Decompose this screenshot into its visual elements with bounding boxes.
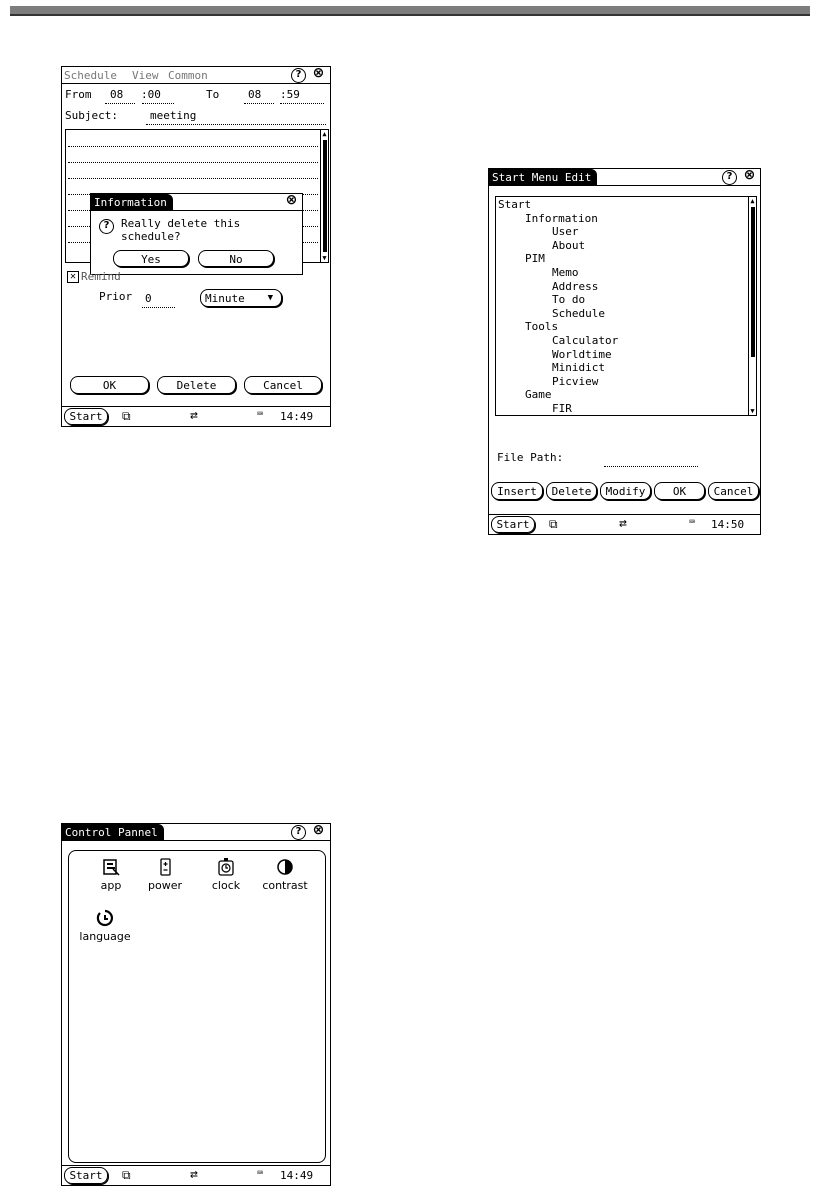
windows-icon[interactable]: ⧉	[122, 1168, 131, 1182]
view-menu-item[interactable]: View	[132, 69, 159, 82]
sync-icon[interactable]: ⇄	[190, 1167, 198, 1182]
question-icon: ?	[99, 219, 114, 234]
windows-icon[interactable]: ⧉	[549, 517, 558, 531]
to-hour-field[interactable]: 08	[248, 88, 262, 101]
schedule-screen	[61, 66, 331, 427]
tree-item[interactable]: Minidict	[552, 361, 605, 375]
clock-label: clock	[211, 879, 241, 892]
chevron-down-icon: ▼	[267, 293, 273, 303]
prior-field[interactable]: 0	[145, 292, 152, 305]
sync-icon[interactable]: ⇄	[190, 408, 198, 423]
unit-dropdown-value: Minute	[205, 292, 245, 305]
window-title: Control Pannel	[62, 824, 164, 841]
information-dialog	[90, 193, 303, 275]
tree-item[interactable]: Start	[498, 198, 532, 211]
clock-icon	[216, 857, 236, 877]
delete-button[interactable]: Delete	[157, 376, 236, 394]
dialog-close-icon[interactable]: ⊗	[285, 192, 298, 208]
common-menu-item[interactable]: Common	[168, 69, 208, 82]
modify-button[interactable]: Modify	[600, 482, 651, 500]
dialog-message-line1: Really delete this	[121, 217, 241, 230]
start-menu-titlebar	[489, 169, 760, 186]
remind-label: Remind	[81, 270, 121, 283]
header-rule	[10, 6, 810, 16]
unit-dropdown[interactable]	[200, 289, 282, 307]
tree-item[interactable]: Calculator	[552, 334, 619, 347]
schedule-menu-item[interactable]: Schedule	[64, 69, 117, 82]
tree-item[interactable]: PIM	[525, 252, 545, 266]
delete-button[interactable]: Delete	[546, 482, 597, 500]
help-icon[interactable]: ?	[291, 68, 306, 83]
start-button[interactable]: Start	[64, 1167, 108, 1184]
cancel-button[interactable]: Cancel	[708, 482, 759, 500]
start-menu-edit-screen	[488, 168, 761, 535]
tree-item[interactable]: Memo	[552, 266, 579, 279]
taskbar	[489, 514, 760, 534]
prior-label: Prior	[99, 290, 133, 303]
app-label: app	[100, 879, 122, 892]
language-icon	[95, 908, 115, 928]
applet-panel	[68, 850, 326, 1163]
start-button[interactable]: Start	[491, 516, 535, 533]
tree-item[interactable]: Information	[525, 211, 598, 225]
file-path-label: File Path:	[497, 451, 564, 464]
app-applet[interactable]	[81, 857, 141, 892]
no-button[interactable]: No	[198, 250, 274, 267]
taskbar	[62, 406, 330, 426]
subject-label: Subject:	[65, 109, 118, 122]
tree-item[interactable]: Worldtime	[552, 347, 612, 361]
keyboard-icon[interactable]: ⌨	[257, 1168, 264, 1179]
tree-item[interactable]: User	[552, 225, 579, 239]
windows-icon[interactable]: ⧉	[122, 409, 131, 423]
help-icon[interactable]: ?	[291, 825, 306, 840]
subject-field[interactable]: meeting	[150, 109, 197, 122]
schedule-titlebar	[62, 67, 330, 84]
language-applet[interactable]	[75, 908, 135, 943]
tree-item[interactable]: To do	[552, 293, 586, 307]
close-icon[interactable]: ⊗	[743, 168, 756, 183]
tree-item[interactable]: Schedule	[552, 306, 605, 320]
close-icon[interactable]: ⊗	[312, 66, 325, 81]
ok-button[interactable]: OK	[654, 482, 705, 500]
clock-applet[interactable]	[196, 857, 256, 892]
start-button[interactable]: Start	[64, 408, 108, 425]
contrast-label: contrast	[262, 879, 308, 892]
yes-button[interactable]: Yes	[113, 250, 189, 267]
app-icon	[101, 857, 121, 877]
power-label: power	[148, 879, 182, 892]
to-minute-field[interactable]: :59	[280, 88, 300, 101]
dialog-message-line2: schedule?	[121, 230, 181, 243]
from-minute-field[interactable]: :00	[141, 88, 161, 101]
clock-time: 14:50	[711, 518, 745, 531]
close-icon[interactable]: ⊗	[312, 823, 325, 838]
tree-item[interactable]: Game	[525, 388, 552, 402]
contrast-icon	[275, 857, 295, 877]
to-label: To	[206, 88, 220, 101]
menu-tree[interactable]	[495, 196, 757, 416]
tree-item[interactable]: Address	[552, 279, 599, 293]
keyboard-icon[interactable]: ⌨	[689, 517, 696, 528]
insert-button[interactable]: Insert	[491, 482, 543, 500]
ok-button[interactable]: OK	[70, 376, 149, 394]
clock-time: 14:49	[280, 1169, 314, 1182]
clock-time: 14:49	[280, 410, 314, 423]
sync-icon[interactable]: ⇄	[619, 516, 627, 531]
control-panel-titlebar	[62, 824, 330, 841]
file-path-field[interactable]	[604, 466, 698, 467]
tree-item[interactable]: About	[552, 238, 586, 252]
tree-scrollbar[interactable]: ▲ ▼	[748, 197, 756, 415]
power-applet[interactable]	[135, 857, 195, 892]
keyboard-icon[interactable]: ⌨	[257, 409, 264, 420]
window-title: Start Menu Edit	[489, 169, 597, 186]
taskbar	[62, 1165, 330, 1185]
notes-scrollbar[interactable]: ▲ ▼	[320, 130, 328, 262]
power-icon	[155, 857, 175, 877]
tree-item[interactable]: Picview	[552, 374, 599, 388]
cancel-button[interactable]: Cancel	[244, 376, 322, 394]
dialog-title: Information	[91, 194, 173, 211]
from-label: From	[65, 88, 92, 101]
control-panel-screen	[61, 823, 331, 1186]
tree-item[interactable]: FIR	[552, 402, 572, 415]
remind-checkbox[interactable]: ✕	[67, 271, 79, 283]
from-hour-field[interactable]: 08	[110, 88, 124, 101]
tree-item[interactable]: Tools	[525, 320, 559, 334]
language-label: language	[79, 930, 131, 943]
help-icon[interactable]: ?	[722, 170, 737, 185]
contrast-applet[interactable]	[255, 857, 315, 892]
